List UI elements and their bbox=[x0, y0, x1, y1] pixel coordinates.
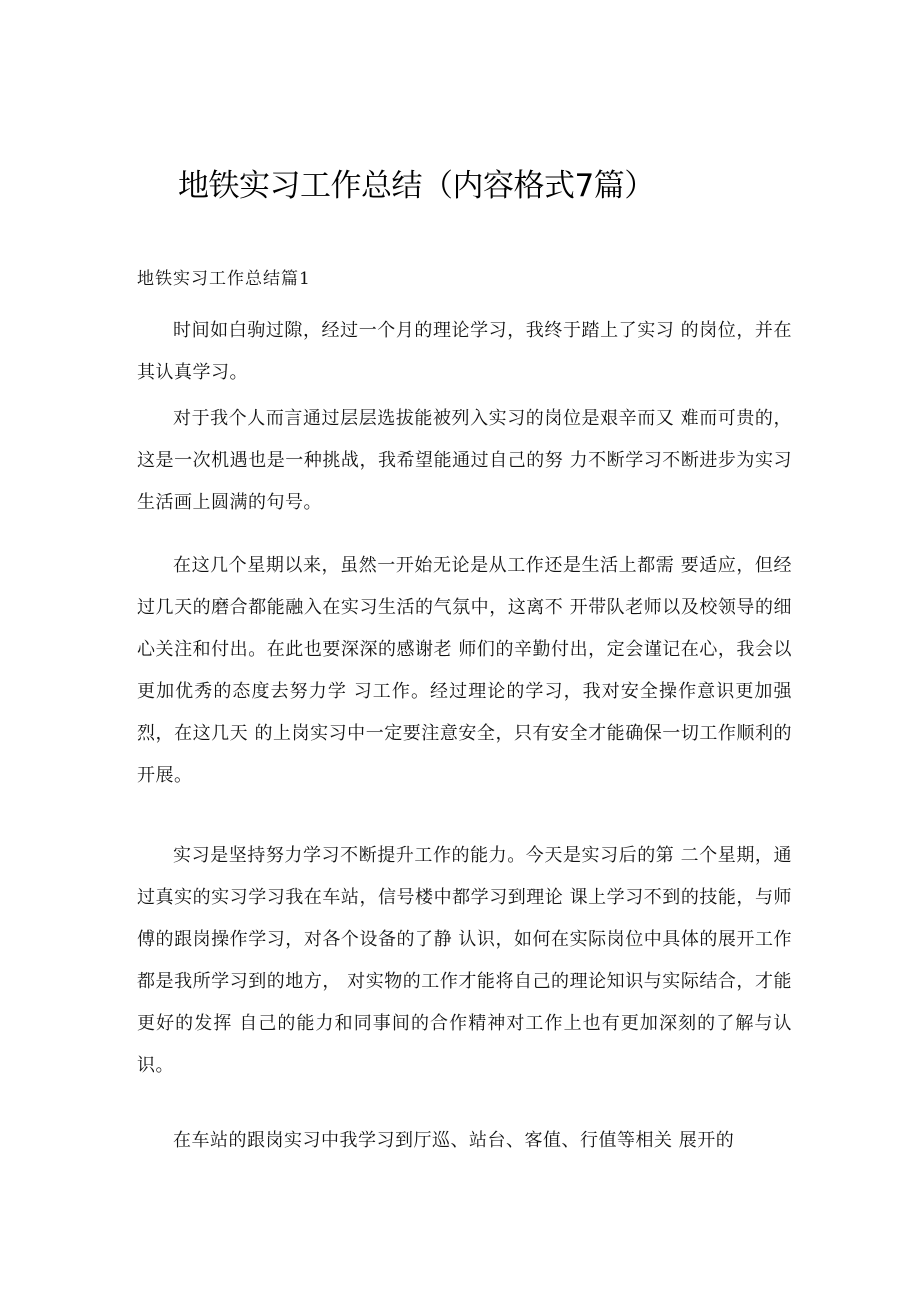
section-heading: 地铁实习工作总结篇1 bbox=[137, 269, 311, 289]
paragraph-1: 时间如白驹过隙，经过一个月的理论学习，我终于踏上了实习 的岗位，并在其认真学习。 bbox=[137, 320, 792, 383]
paragraph-2: 对于我个人而言通过层层选拔能被列入实习的岗位是艰辛而又 难而可贵的，这是一次机遇也是一种挑战，我希望能通过自己的努 力不断学习不断进步为实习生活画上圆满的句号。 bbox=[137, 408, 792, 513]
paragraph-4: 实习是坚持努力学习不断提升工作的能力。今天是实习后的第 二个星期，通过真实的实习学习我在车站，信号楼中都学习到理论 课上学习不到的技能，与师傅的跟岗操作学习，对各个设备的了静 认识，如何在实际岗位中具体的展开工作都是我所学习到的地方， 对实物的工作才能将自己的理论知识与实际结合，才能更好的发挥 自己的能力和同事间的合作精神对工作上也有更加深刻的了解与认 识。 bbox=[137, 845, 792, 1076]
paragraph-3: 在这几个星期以来，虽然一开始无论是从工作还是生活上都需 要适应，但经过几天的磨合都能融入在实习生活的气氛中，这离不 开带队老师以及校领导的细心关注和付出。在此也要深深的感谢老 师们的辛勤付出，定会谨记在心，我会以更加优秀的态度去努力学 习工作。经过理论的学习，我对安全操作意识更加强烈，在这几天 的上岗实习中一定要注意安全，只有安全才能确保一切工作顺利的 开展。 bbox=[137, 555, 792, 786]
document-title: 地铁实习工作总结（内容格式7篇） bbox=[178, 168, 655, 204]
paragraph-5: 在车站的跟岗实习中我学习到厅巡、站台、客值、行值等相关 展开的 bbox=[173, 1130, 735, 1151]
